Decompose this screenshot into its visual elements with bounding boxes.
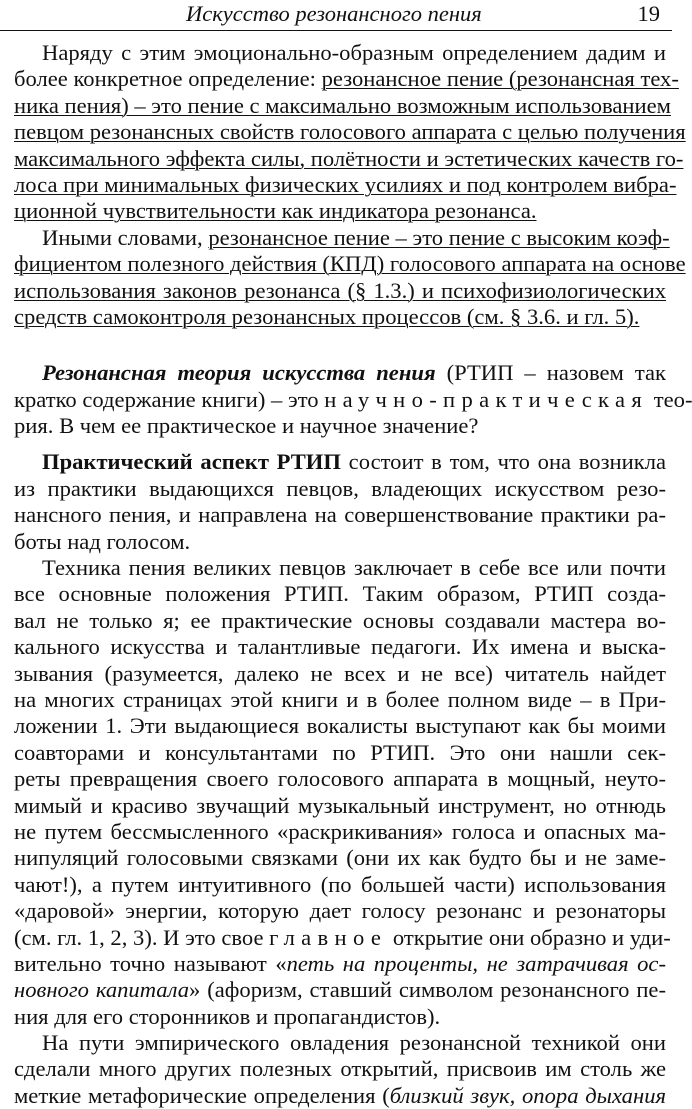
text-line — [14, 449, 666, 475]
text-run: Наряду с этим эмоционально-образным определением дадим и — [42, 40, 666, 65]
text-line — [14, 608, 666, 634]
underlined-text: ника пения) – это пение с максимально возможным использованием — [14, 92, 671, 118]
text-line — [14, 555, 666, 581]
page-number: 19 — [637, 1, 660, 26]
text-run: из практики выдающихся певцов, владеющих искусством резо- — [14, 475, 666, 501]
text-line — [14, 793, 666, 819]
text-line — [14, 1030, 666, 1056]
text-line — [14, 1004, 666, 1030]
text-line — [14, 529, 666, 555]
text-line — [14, 476, 666, 502]
underlined-text: фициентом полезного действия (КПД) голосового аппарата на основе — [14, 251, 686, 277]
paragraph-practical-aspect — [14, 449, 666, 555]
text-run: кратко содержание книги) – это — [14, 386, 325, 412]
underlined-text: использования законов резонанса (§ 1.3.) и психофизиологических — [14, 277, 666, 303]
text-line — [14, 898, 666, 924]
text-line — [14, 819, 666, 845]
underlined-text: лоса при минимальных физических усилиях и под контролем вибра- — [14, 171, 677, 197]
text-run: нипуляций голосовыми связками (они их как будто бы и не заме- — [14, 845, 666, 871]
text-line — [14, 845, 666, 871]
paragraph-definition — [14, 40, 686, 225]
text-line — [14, 1083, 666, 1109]
text-run: вал не только я; ее практические основы создавали мастера во- — [14, 607, 666, 633]
text-line — [14, 278, 666, 304]
spaced-emphasis: главное — [269, 924, 388, 950]
text-line — [14, 40, 666, 66]
paragraph-gap — [14, 330, 666, 360]
italic-text: петь на проценты, не затрачивая ос- — [286, 950, 666, 976]
text-run: вительно точно называют « — [14, 950, 287, 976]
text-run: тео- — [648, 386, 692, 412]
text-line — [14, 92, 671, 119]
underlined-text: певцом резонансных свойств голосового аппарата с целью получения — [14, 119, 686, 145]
paragraph-in-other-words — [14, 224, 686, 331]
text-line — [14, 224, 670, 251]
text-run: более конкретное определение: — [14, 66, 322, 92]
text-line — [14, 119, 686, 145]
text-run: На пути эмпирического овладения резонансной техникой они — [42, 1030, 666, 1056]
text-line — [14, 198, 666, 224]
underlined-text: резонансное пение – это пение с высоким коэф- — [208, 224, 670, 250]
text-line — [14, 924, 671, 951]
text-line — [14, 661, 666, 687]
text-run: открытие они образно и уди- — [387, 924, 671, 950]
text-run: зывания (разумеется, далеко не всех и не все) читатель найдет — [14, 660, 666, 686]
text-run: меткие метафорические определения ( — [14, 1082, 390, 1108]
text-line — [14, 740, 666, 766]
text-run: (РТИП – назовем так — [435, 360, 666, 386]
text-line — [14, 171, 677, 198]
text-run: на многих страницах этой книги и в более полном виде – в При- — [14, 686, 666, 712]
paragraph-gap — [14, 439, 666, 449]
page-header — [0, 0, 672, 31]
text-run: «даровой» энергии, которую дает голосу резонанс и резонаторы — [14, 898, 666, 924]
text-line — [14, 766, 666, 792]
text-line — [14, 502, 666, 528]
paragraph-empirical-path — [14, 1030, 666, 1109]
bold-italic-term: Резонансная теория искусства пения — [42, 360, 436, 386]
text-run: мимый и красиво звучащий музыкальный инструмент, но отнюдь — [14, 792, 666, 818]
text-run: не путем бессмысленного «раскрикивания» голоса и опасных ма- — [14, 818, 666, 844]
page-body — [14, 40, 692, 1109]
text-line — [14, 977, 666, 1003]
text-run: (см. гл. 1, 2, 3). И это свое — [14, 924, 270, 950]
text-run: боты над голосом. — [14, 528, 191, 554]
text-run: » (афоризм, ставший символом резонансного пе- — [189, 977, 666, 1003]
text-line — [14, 1056, 666, 1082]
text-line — [14, 66, 679, 92]
text-run: Техника пения великих певцов заключает в себе все или почти — [42, 555, 666, 581]
text-line — [14, 145, 684, 172]
text-line — [14, 687, 666, 713]
text-run: чают!), а путем интуитивного (по большей части) использования — [14, 871, 666, 897]
text-run: ния для его сторонников и пропагандистов). — [14, 1003, 441, 1029]
text-line — [14, 413, 666, 439]
italic-text: новного капитала — [14, 977, 190, 1003]
text-run: реты превращения своего голосового аппарата в мощный, неуто- — [14, 766, 666, 792]
bold-term: Практический аспект РТИП — [42, 449, 341, 475]
text-line — [14, 951, 666, 977]
text-line — [14, 386, 692, 413]
text-run: состоит в том, что она возникла — [340, 449, 666, 475]
text-line — [14, 581, 666, 607]
underlined-text: резонансное пение (резонансная тех- — [321, 66, 679, 92]
text-line — [14, 251, 686, 277]
underlined-text: максимального эффекта силы, полётности и эстетических качеств го- — [14, 145, 684, 171]
underlined-text: ционной чувствительности как индикатора резонанса. — [14, 198, 537, 224]
text-run: все основные положения РТИП. Таким образом, РТИП созда- — [14, 581, 666, 607]
text-line — [14, 360, 666, 386]
text-run: Иными словами, — [42, 224, 209, 250]
text-line — [14, 304, 666, 330]
text-run: ложении 1. Эти выдающиеся вокалисты выступают как бы моими — [14, 713, 666, 739]
spaced-emphasis: научно-практическая — [324, 386, 649, 412]
underlined-text: средств самоконтроля резонансных процессов (см. § 3.6. и гл. 5). — [14, 303, 640, 329]
text-run: сделали много других полезных открытий, присвоив им столь же — [14, 1056, 666, 1082]
paragraph-great-singers — [14, 555, 671, 1030]
paragraph-rtip-intro — [14, 360, 692, 439]
text-run: соавторами и консультантами по РТИП. Это они нашли сек- — [14, 739, 666, 765]
text-line — [14, 872, 666, 898]
text-run: нансного пения, и направлена на совершенствование практики ра- — [14, 502, 666, 528]
text-run: рия. В чем ее практическое и научное значение? — [14, 413, 479, 439]
italic-text: близкий звук, опора дыхания — [389, 1082, 666, 1108]
text-line — [14, 634, 666, 660]
text-run: кального искусства и талантливые педагоги. Их имена и выска- — [14, 634, 666, 660]
running-title: Искусство резонансного пения — [186, 1, 482, 26]
text-line — [14, 713, 666, 739]
